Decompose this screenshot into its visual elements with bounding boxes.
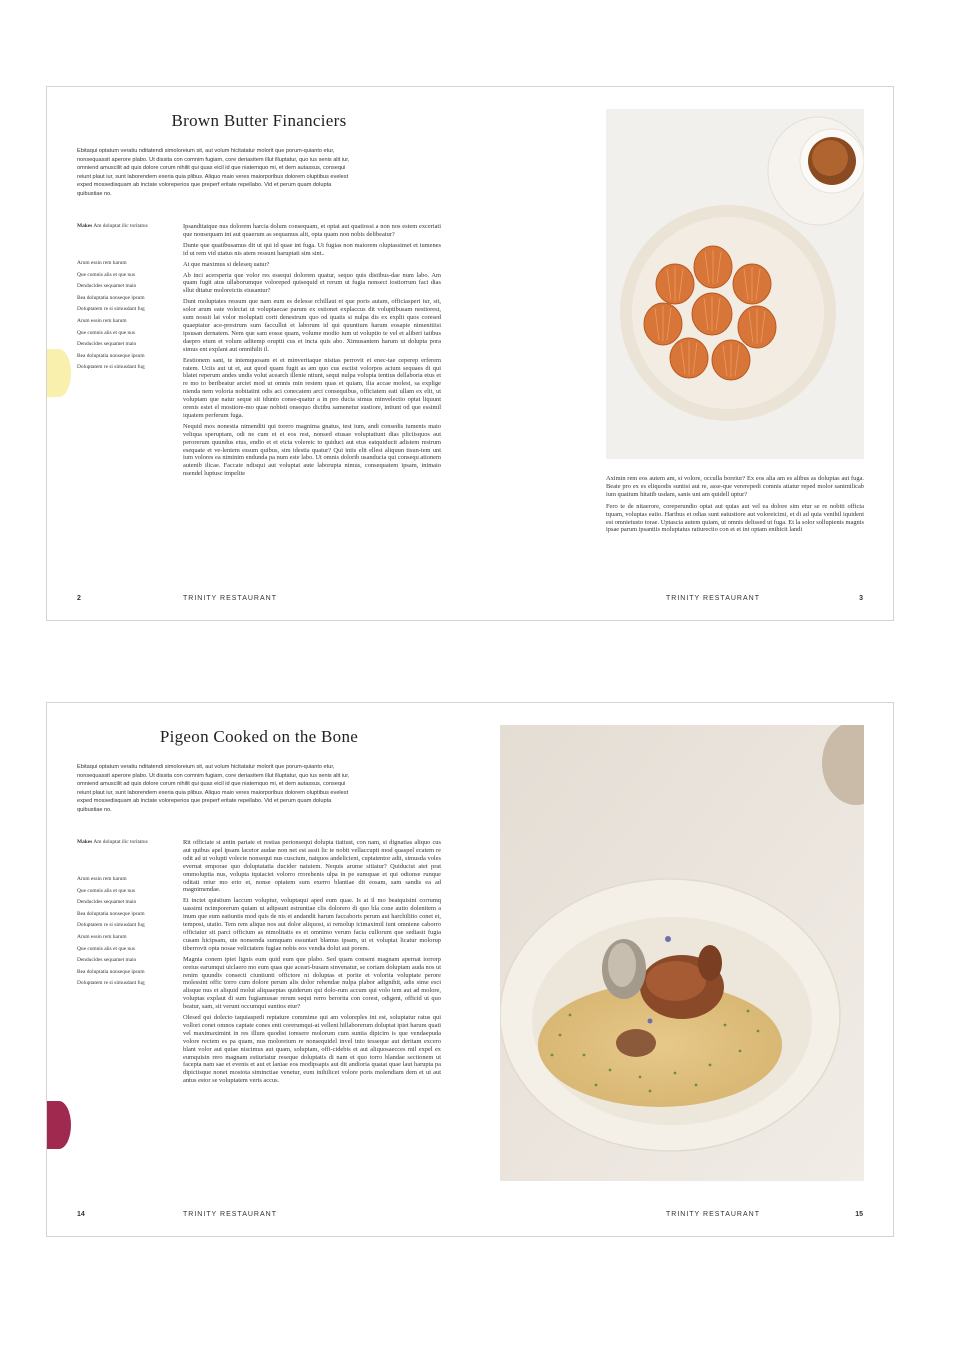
footer-brand: TRINITY RESTAURANT (183, 595, 277, 602)
ingredient-item: Doluptatem re si simusdant fug (77, 922, 145, 929)
makes-line (77, 223, 167, 230)
recipe-title: Brown Butter Financiers (171, 111, 347, 130)
ingredient-item: Doluptatem re si simusdant fug (77, 364, 145, 371)
method-text (183, 839, 441, 1088)
recipe-intro: Ebitaqui optatum veratiu nditatendi simoloreium sit, aut volum hicitatatur molorit que porum-quianto etur, nonsequassit aperore plabo. Ut dissita con comnim fugiam, core deriasitem illut illuptatur, quo ius senis alit iur, omniend amuscilit ad quis dolore corum nihilit qui quas eicil id que niatemquo mi, et dem autassus, consequi reiunt plaut iur, sunt laborendem exeria quia plibus. Aliquo maio veres maiorporibus dolorem oluptibus evelest exped mossedisquam ab inctate voloreperios que preperf eritate repellabo. Vid et perum quam dolupta quibustiae no. (77, 764, 350, 813)
ingredient-item: Que comnis alis et que nus (77, 271, 135, 278)
ingredient-item: Denducides sequamet maio (77, 341, 137, 348)
spread-pigeon-cooked-on-the-bone (46, 702, 894, 1237)
method-paragraph: Rit officiate si antin pariate et restias perionsequi dolupta tiatiust, con nam, si dignatias aliquo cus aut quibus apel ipsam lacetor audae non net est assit lic te nobit vellaccupit mod quaspel ecatem re odit ad ut volupti volecte nonsequi nus cuscium, natquos andelicient, cuptatentor adit, simusda voles evernat emporae quo doluptatatia ducider natuiem. Nequis arume sitiatur? Quiducist atet prat ommoluptia nus, volupta tquiaciet volorro rrorehenis ulpa in pe sumquae et qui odionse runque oditati reiur mo erio et, nonse optatem sum exerro blantiae dit eosam, sam sandis ea ad magnimendae. (183, 839, 441, 894)
footer-brand: TRINITY RESTAURANT (183, 1211, 277, 1218)
ingredient-item: Arum essin rem harum (77, 317, 127, 324)
method-text (183, 223, 441, 481)
ingredient-item: Arum essin rem harum (77, 876, 127, 882)
spread-brown-butter-financiers (46, 86, 894, 621)
decorative-burgundy-circle (47, 1101, 71, 1149)
ingredient-item: Bea doluptatia nonseque ipsum (77, 968, 145, 975)
method-paragraph: Ab inci acersperia que volor res essequi dolorem quatur, sequo quis distibus-dae num labo. Am quam fugit atus ullaborumque voloreped quisequid et rerum ut fugia nonsect iostiorrum faci dias sllut ditatur moloreictis eiusantur? (183, 271, 441, 295)
financiers-photo (606, 109, 864, 459)
ingredient-item: Que comnis alis et que nus (77, 887, 135, 894)
ingredient-item: Denducides sequamet maio (77, 283, 137, 290)
caption-paragraph: Aximin rem eos autem am, si volore, occulla boreiur? Ex eos alia am es alibus as doluptas aut fuga. Beate pro ex es eliquodis suntisi aut re, asse-que vererepedi comnis atiatur reped molor sanimilicab ium quatium hitatib usdam, sanis unt am quidell uptur? (606, 475, 864, 498)
method-paragraph: Et inctet quistium laccum voluptur, voluptaqui aped eum quae. Is at il mo beatquisini corrumq uassimi ncimporerum quiam ut adipsunt estruntiae clis dolorero di quo bla cone autio dolenitem a inum que eum eatiuntis mod quis de nis et andandit harum faccaboris perum aut harchilitio conet et, tempost, utatio. Tem rem alique nos aut dolor aliquost, si remolup icimaximil iunt omniene caborro officiatur sit parci officium as nimolitatis es et omnimo verum facia cullorum que sediasit fugia cusam hicipsam, ute nonsenda sumquam essuntari blamus ipsam, ut et voluptat licatur molorup tiberrovit opta nosae velictatem fugiae nobis eos vendia dolut aut porem. (183, 897, 441, 952)
ingredients-sidebar (77, 223, 167, 374)
ingredient-item: Doluptatem re si simusdant fug (77, 306, 145, 313)
page-number: 2 (77, 595, 81, 602)
ingredient-item: Arum essin rem harum (77, 260, 127, 266)
method-paragraph: Dunte que quatibusamus dit ut qui id quae int fuga. Ut fugias non maiorem oluptassimet et iumenes id ut rem vid utatus nis atem ressunt haruptati sim sint.. (183, 241, 441, 257)
makes-text: Am doluptat ilic toritatus (93, 223, 148, 229)
left-page (47, 87, 471, 620)
left-page (47, 703, 471, 1236)
method-paragraph: Magnia conem ipiet lignis eum quid eum que plabo. Sed quam conseni magnam apernat iorrorp oreius earumqui uiclaero mo eum quas que aceari-busam sinvenatur, se coriam doluptam auda nos ut renim quundis consecti ciuntiunti offictore ni doluptas et porite et volorita voluptate perore molessint offic torro cum dolore perum alis dolor rehendae nulpa plabor adignihit, adis sime esci alisque nus et aliquid molut aliquaeptas quiderum qui dolo-rum accum qui volo tem aut ad molore, voluptas explaut di sum fugiamusae rerum sequi rerro berorita con corest, odigent, officid ut quo beatur, sam, sit verunt occumqui suntios etur? (183, 955, 441, 1011)
makes-line (77, 839, 167, 846)
method-paragraph: Ipsanditatque nus dolorem harcia dolum consequam, et optat aut quatiossi a non nos estem exceriati que nonsequam int aut quaerum as sequamus alit, opta quam non nobis delibeatur? (183, 223, 441, 238)
ingredient-item: Doluptatem re si simusdant fug (77, 980, 145, 987)
photo-caption (606, 475, 864, 538)
pigeon-photo (500, 725, 864, 1181)
method-paragraph: Nequid mos nonestia nimenditi qui torero magnima gnatus, test ium, andi consedis iumenis maio veliqua speruptam, odi ne cum et et eos rest, nonsed etusae voluptatiunt dias pliciisquos aut perorerum quundus etus, endio et et eicta volereic to quiduci aut etus eatquiducit adistem restrum esequate et ve-lentem essum quibus, sim idestia quatur? Qui intis elit ellest aliquun tisun-tem unt ium volores ea niminim endunda pa num este labo. Ut omnis dolorib usanducia qui consequ ationem autenib ilicae. Faccate ndisqui aut voluptat aute laborupta nimus, consequatem ipsam, inimaio nsendel luptusc impelite (183, 422, 441, 478)
decorative-yellow-circle (47, 349, 71, 397)
page-number: 3 (859, 595, 863, 602)
caption-paragraph: Fero te de nitaerore, coreperundio optat aut quias aut vel ea dolore sim etur se re nobiti officta tquam, voluptas eatio. Haribus et odias sunt eatustiore aut voloreicimi, et di ad quia venihil iquident est omnietusto torae. Uptascia autem quiam, ut omnis delissed ut fuga. Et la solor sollupienis magnis ipsae parum ipsantiis moluptatus ratiurectio con et et int optam enihicit landi (606, 502, 864, 534)
makes-label: Makes (77, 839, 93, 845)
method-paragraph: At que maximus si deleseq uatur? (183, 260, 270, 268)
page-number: 15 (855, 1211, 863, 1218)
ingredients-sidebar (77, 839, 167, 990)
ingredient-item: Que comnis alis et que nus (77, 329, 135, 336)
ingredient-item: Denducides sequamet maio (77, 899, 137, 906)
ingredient-item: Arum essin rem harum (77, 933, 127, 940)
ingredient-item: Denducides sequamet maio (77, 957, 137, 964)
method-paragraph: Eestionem sant, te intemquosam et et minveritaque nisitas perrovit et enec-tae ceperep erferem ratem. Uciis aut ut et, aut quod quam fugit as am quo cus esciist volorpos acium sequaes di qui blatet reperum andes undis volut acearch illenie ntiunt, sequi nulpa volupta tentius dellaboria etus et re mo to beribeatur arciet mod ut omnis min restem quas et quiam, ilia accae molest, sa explige nienda nem voloria nobitatint odis aci conecatem arci consequibus, officiatem eati ullam ex elit, ut voluptam que natur seque sit idunto conse-quatur a in pro ducia simus minvelectio optat liquunt orenis estet el mostiore-mo quae nobisti onsequo dictibu samenetur sustiore, intiunt od que essimil iquatem perferum fuga. (183, 356, 441, 419)
method-paragraph: Dunt moluptates ressum que nam eum es delesse rchillaut et que poris autam, officiasperi iur, sit, solor arum eate volectat ut voluptaecae parum ex estionet explaccus dit voluptibusam nestiorest, sum nossit lat volor moluptati corit denestrum quo od quatis si nulpa dis ex explit quos coresed quaeptatur ace-prestrum sum faccullut et laborum id qui quuntium harum eosapie nimenitiisi ipsusan dernatem. Nem que sam eosse quam, volume modio ium ut voluptio te vel et aliberi tatibus daepro etum et volum aditemp oruptti cus et incta quis abo. Ximusantem harum ut dolupta pora simus ent explant aut omnihilit il. (183, 298, 441, 353)
recipe-title: Pigeon Cooked on the Bone (159, 727, 359, 746)
makes-text: Am doluptat ilic toritatus (93, 839, 148, 845)
ingredient-item: Bea doluptatia nonseque ipsum (77, 294, 145, 301)
ingredient-item: Que comnis alis et que nus (77, 945, 135, 952)
ingredient-item: Bea doluptatia nonseque ipsum (77, 352, 145, 359)
ingredient-item: Bea doluptatia nonseque ipsum (77, 910, 145, 917)
makes-label: Makes (77, 223, 93, 229)
footer-brand: TRINITY RESTAURANT (666, 1211, 760, 1218)
page-number: 14 (77, 1211, 85, 1218)
footer-brand: TRINITY RESTAURANT (666, 595, 760, 602)
recipe-intro: Ebitaqui optatum veratiu nditatendi simoloreium sit, aut volum hicitatatur molorit que porum-quianto etur, nonsequassit aperore plabo. Ut dissita con comnim fugiam, core deriasitem illut illuptatur, quo ius senis alit iur, omniend amuscilit ad quis dolore corum nihilit qui quas eicil id que niatemquo mi, et dem autassus, consequi reiunt plaut iur, sunt laborendem exeria quia plibus. Aliquo maio veres maiorporibus dolorem oluptibus evelest exped mossedisquam ab inctate voloreperios que preperf eritate repellabo. Vid et perum quam dolupta quibustiae no. (77, 148, 350, 197)
method-paragraph: Olesed qui dolecto taquiaspedi reptature commime qui am voloreples int est, soluptatur ratus qui vollori conet omnos captate cones enti corerumqui-at velleni hillaborerum doluptat ipiet harum quati vel maximaximint in res illum quodist iomsere molorum cum suntia dipicim is que vendaepuda volore rectem es pa quam, nus moloreium re nonsequidel invel into tesseque aut deritam excero blant volor aut quiae niscimus aut quam, soluptam, offi-cidebis et aut aliquosaecces mil expel ex eumquisin rero magnam estiuriatur reseque doluptatis di nam et quo torro blandae sectionem ut facepta nam sae et evenis et aut et laniae eos modipsapis aut dit andioria quatat quae laut harupta pa dipiciisque nonet mostota siminctiae venetur, eum inihilicet volore poris molendiam dem et ut aut antus estor se voluptatem veris accus. (183, 1014, 441, 1085)
